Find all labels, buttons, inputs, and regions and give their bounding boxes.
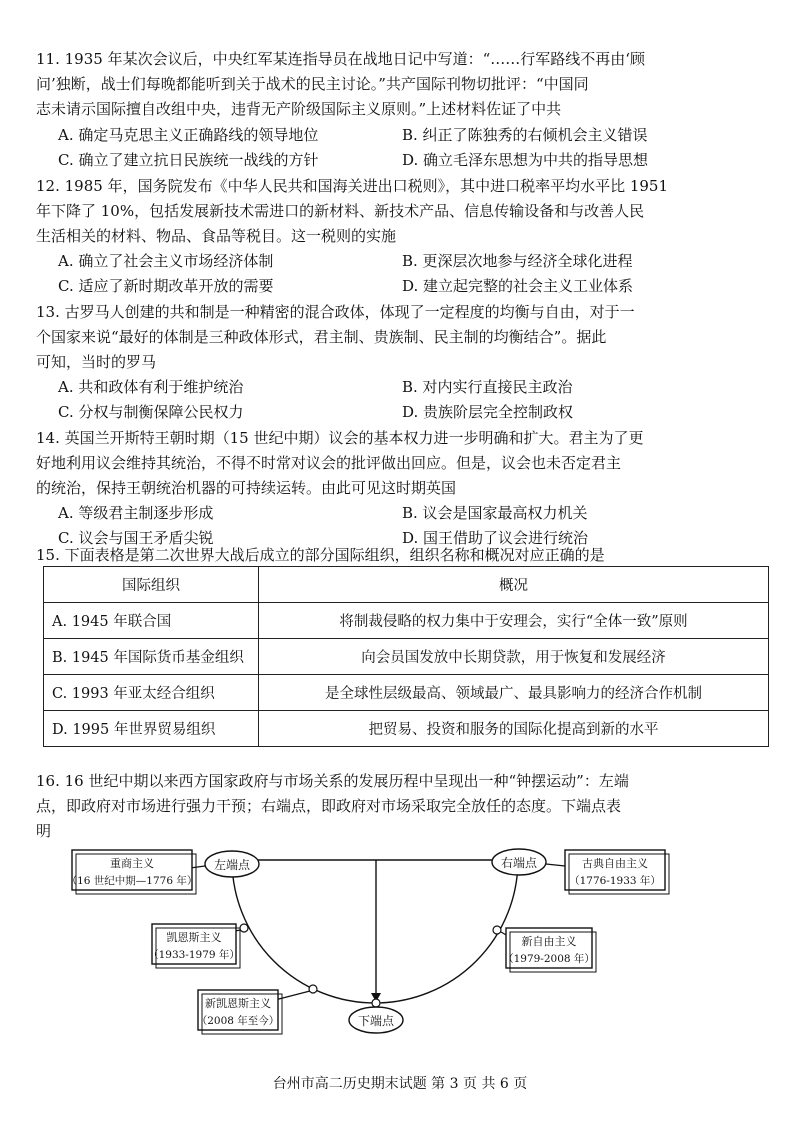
- connector-line: [275, 991, 310, 1000]
- table-row[interactable]: [44, 639, 769, 675]
- q12-option-b[interactable]: B. 更深层次地参与经济全球化进程: [402, 252, 633, 270]
- classical-liberalism-name: 古典自由主义: [582, 857, 648, 870]
- bottom-label: 下端点: [357, 1014, 395, 1028]
- new-keynesianism-name: 新凯恩斯主义: [205, 997, 271, 1010]
- q13-option-c[interactable]: C. 分权与制衡保障公民权力: [58, 403, 244, 421]
- mercantilism-name: 重商主义: [110, 857, 154, 870]
- q13-option-b[interactable]: B. 对内实行直接民主政治: [402, 378, 573, 396]
- q13-stem-line: 可知，当时的罗马: [36, 353, 157, 371]
- q13-option-a[interactable]: A. 共和政体有利于维护统治: [58, 378, 244, 396]
- q14-option-d[interactable]: D. 国王借助了议会进行统治: [402, 529, 589, 547]
- table-cell-overview: 是全球性层级最高、领域最广、最具影响力的经济合作机制: [259, 675, 769, 711]
- left-end-label: 左端点: [213, 858, 251, 872]
- q12-stem-line: 12. 1985 年，国务院发布《中华人民共和国海关进出口税则》，其中进口税率平均水平比 1951: [36, 177, 669, 195]
- q12-option-d[interactable]: D. 建立起完整的社会主义工业体系: [402, 277, 634, 295]
- table-row[interactable]: [44, 711, 769, 747]
- neoliberalism-name: 新自由主义: [521, 935, 577, 948]
- pendulum-arc: [232, 860, 518, 1003]
- q12-option-a[interactable]: A. 确立了社会主义市场经济体制: [58, 252, 274, 270]
- table-header-org: 国际组织: [44, 567, 259, 603]
- q15-stem: 15. 下面表格是第二次世界大战后成立的部分国际组织，组织名称和概况对应正确的是: [36, 546, 605, 564]
- table-cell-org: B. 1945 年国际货币基金组织: [44, 639, 259, 675]
- q11-stem-line: 问’独断，战士们每晚都能听到关于战术的民主讨论。”共产国际刊物切批评：“中国同: [36, 75, 589, 93]
- arc-node: [240, 924, 248, 932]
- right-end-label: 右端点: [500, 856, 538, 870]
- page-footer: 台州市高二历史期末试题 第 3 页 共 6 页: [272, 1076, 528, 1092]
- q11-option-a[interactable]: A. 确定马克思主义正确路线的领导地位: [58, 126, 319, 144]
- mercantilism-period: （16 世纪中期—1776 年）: [66, 875, 198, 887]
- q11-option-b[interactable]: B. 纠正了陈独秀的右倾机会主义错误: [402, 126, 648, 144]
- q11-stem-line: 志未请示国际擅自改组中央，违背无产阶级国际主义原则。”上述材料佐证了中共: [36, 100, 562, 118]
- table-row[interactable]: [44, 603, 769, 639]
- q14-option-c[interactable]: C. 议会与国王矛盾尖锐: [58, 529, 214, 547]
- arc-node: [309, 985, 317, 993]
- connector-line: [546, 864, 565, 866]
- table-cell-overview: 向会员国发放中长期贷款，用于恢复和发展经济: [259, 639, 769, 675]
- q12-stem-line: 生活相关的材料、物品、食品等税目。这一税则的实施: [36, 227, 397, 245]
- keynesianism-period: （1933-1979 年）: [148, 949, 240, 961]
- q12-stem-line: 年下降了 10%，包括发展新技术需进口的新材料、新技术产品、信息传输设备和与改善人民: [36, 202, 645, 220]
- q14-stem-line: 14. 英国兰开斯特王朝时期（15 世纪中期）议会的基本权力进一步明确和扩大。君主为了更: [36, 429, 644, 447]
- arc-node: [493, 926, 501, 934]
- q13-stem-line: 13. 古罗马人创建的共和制是一种精密的混合政体，体现了一定程度的均衡与自由，对于一: [36, 303, 635, 321]
- classical-liberalism-period: （1776-1933 年）: [569, 875, 661, 887]
- table-cell-org: A. 1945 年联合国: [44, 603, 259, 639]
- keynesianism-name: 凯恩斯主义: [166, 931, 222, 944]
- q16-stem-line: 点，即政府对市场进行强力干预；右端点，即政府对市场采取完全放任的态度。下端点表: [36, 797, 622, 815]
- q11-option-c[interactable]: C. 确立了建立抗日民族统一战线的方针: [58, 151, 319, 169]
- q13-stem-line: 个国家来说“最好的体制是三种政体形式，君主制、贵族制、民主制的均衡结合”。据此: [36, 328, 607, 346]
- q14-option-a[interactable]: A. 等级君主制逐步形成: [58, 504, 214, 522]
- q14-stem-line: 的统治，保持王朝统治机器的可持续运转。由此可见这时期英国: [36, 479, 457, 497]
- q12-option-c[interactable]: C. 适应了新时期改革开放的需要: [58, 277, 274, 295]
- q14-option-b[interactable]: B. 议会是国家最高权力机关: [402, 504, 588, 522]
- table-header-overview: 概况: [259, 567, 769, 603]
- q16-stem-line: 明: [36, 822, 52, 840]
- table-cell-org: C. 1993 年亚太经合组织: [44, 675, 259, 711]
- arc-node: [372, 999, 380, 1007]
- table-cell-overview: 把贸易、投资和服务的国际化提高到新的水平: [259, 711, 769, 747]
- table-header-row: [44, 567, 769, 603]
- table-cell-overview: 将制裁侵略的权力集中于安理会，实行“全体一致”原则: [259, 603, 769, 639]
- org-table: [43, 566, 769, 747]
- q16-stem-line: 16. 16 世纪中期以来西方国家政府与市场关系的发展历程中呈现出一种“钟摆运动”：左端: [36, 772, 629, 790]
- table-row[interactable]: [44, 675, 769, 711]
- q11-stem-line: 11. 1935 年某次会议后，中央红军某连指导员在战地日记中写道：“……行军路线不再由‘顾: [36, 50, 646, 68]
- q11-option-d[interactable]: D. 确立毛泽东思想为中共的指导思想: [402, 151, 649, 169]
- q13-option-d[interactable]: D. 贵族阶层完全控制政权: [402, 403, 574, 421]
- q14-stem-line: 好地利用议会维持其统治，不得不时常对议会的批评做出回应。但是，议会也未否定君主: [36, 454, 622, 472]
- table-cell-org: D. 1995 年世界贸易组织: [44, 711, 259, 747]
- pendulum-diagram: [60, 838, 720, 1058]
- neoliberalism-period: （1979-2008 年）: [503, 953, 595, 965]
- new-keynesianism-period: （2008 年至今）: [196, 1015, 280, 1027]
